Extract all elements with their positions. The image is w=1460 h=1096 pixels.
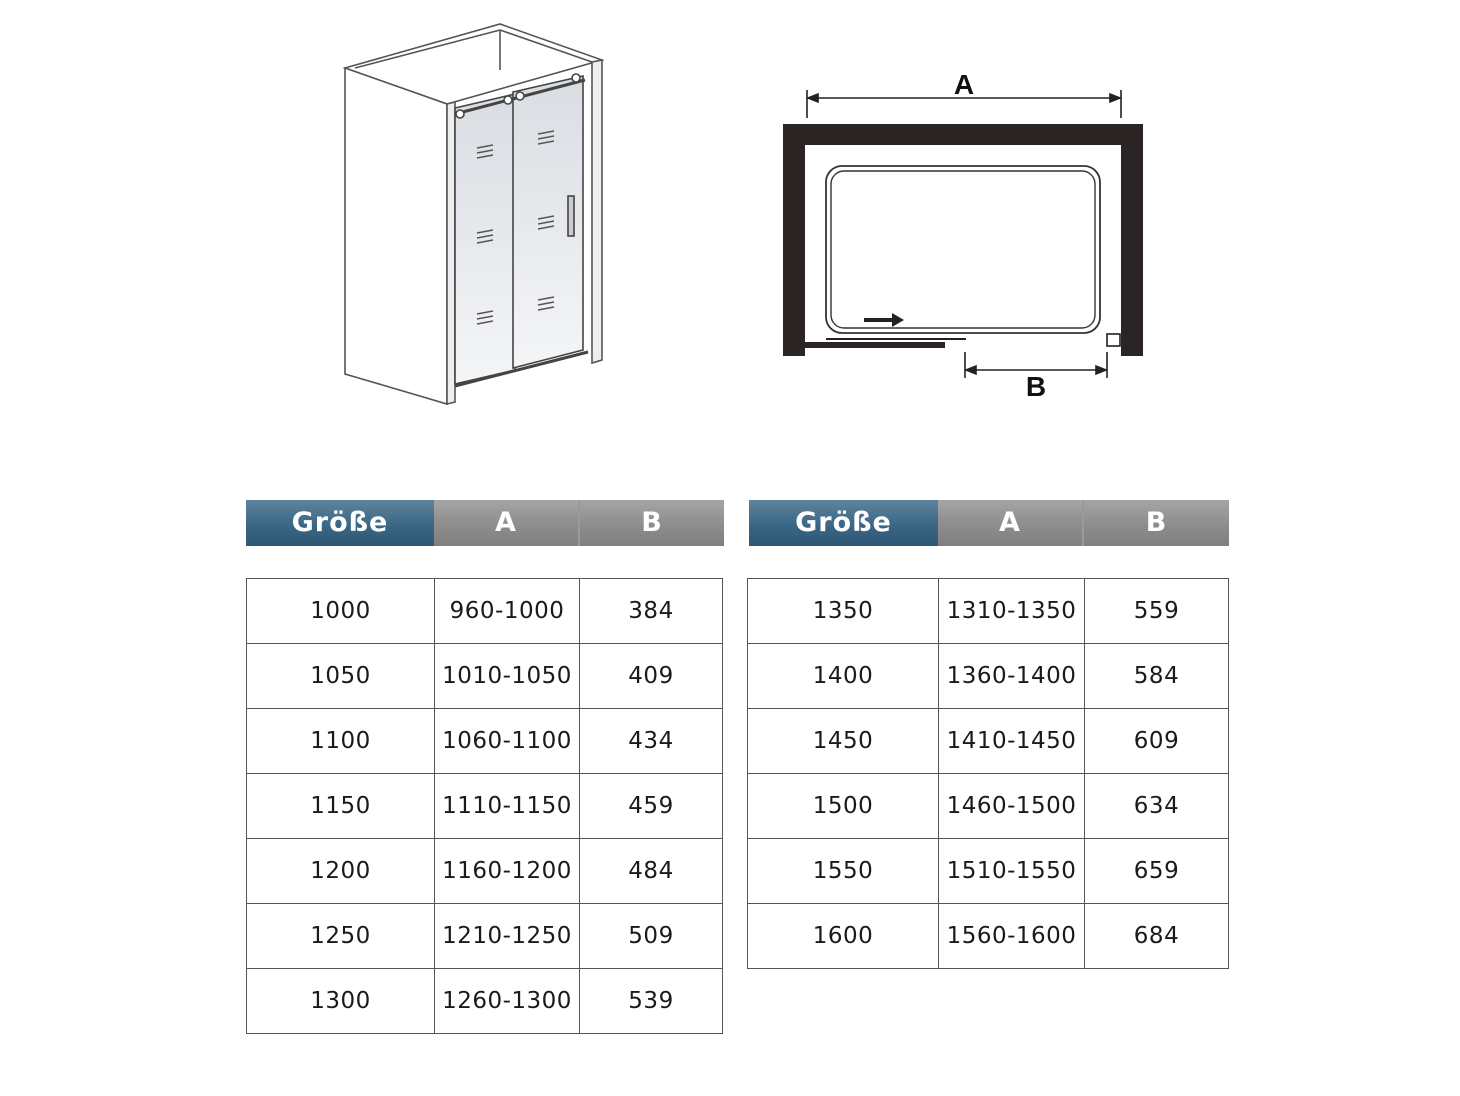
- cell-size: 1050: [247, 644, 435, 709]
- table-row: [247, 904, 723, 969]
- cell-b: 609: [1085, 709, 1229, 774]
- cell-a: 1510-1550: [939, 839, 1085, 904]
- header-a: A: [938, 500, 1084, 546]
- cell-a: 1410-1450: [939, 709, 1085, 774]
- cell-size: 1250: [247, 904, 435, 969]
- size-table-right-body: [748, 579, 1229, 969]
- cell-a: 1010-1050: [435, 644, 580, 709]
- cell-size: 1500: [748, 774, 939, 839]
- cell-b: 684: [1085, 904, 1229, 969]
- cell-b: 484: [580, 839, 723, 904]
- cell-b: 539: [580, 969, 723, 1034]
- cell-a: 1210-1250: [435, 904, 580, 969]
- cell-b: 434: [580, 709, 723, 774]
- cell-size: 1400: [748, 644, 939, 709]
- table-row: [748, 904, 1229, 969]
- table-row: [247, 644, 723, 709]
- table-row: [748, 709, 1229, 774]
- table-row: [247, 709, 723, 774]
- table-row: [748, 774, 1229, 839]
- plan-diagram: [760, 60, 1160, 400]
- cell-size: 1300: [247, 969, 435, 1034]
- table-row: [247, 839, 723, 904]
- header-b: B: [580, 500, 724, 546]
- cell-size: 1150: [247, 774, 435, 839]
- size-table-left-header: [246, 500, 724, 546]
- cell-b: 459: [580, 774, 723, 839]
- header-a: A: [434, 500, 580, 546]
- cell-size: 1100: [247, 709, 435, 774]
- cell-b: 634: [1085, 774, 1229, 839]
- door-glass-track: [805, 339, 966, 348]
- cell-a: 1260-1300: [435, 969, 580, 1034]
- size-table-right: [747, 578, 1229, 969]
- table-row: [247, 774, 723, 839]
- cell-b: 409: [580, 644, 723, 709]
- table-row: [247, 579, 723, 644]
- cell-a: 1560-1600: [939, 904, 1085, 969]
- table-row: [748, 644, 1229, 709]
- size-table-left: [246, 578, 723, 1034]
- cell-b: 509: [580, 904, 723, 969]
- cell-size: 1450: [748, 709, 939, 774]
- size-table-left-body: [247, 579, 723, 1034]
- cell-a: 1460-1500: [939, 774, 1085, 839]
- cell-size: 1200: [247, 839, 435, 904]
- dimension-b-label: B: [1025, 371, 1047, 400]
- dimension-a-label: A: [953, 69, 975, 100]
- cell-size: 1350: [748, 579, 939, 644]
- table-row: [748, 839, 1229, 904]
- shower-tray: [826, 166, 1100, 333]
- cell-b: 384: [580, 579, 723, 644]
- cell-a: 1310-1350: [939, 579, 1085, 644]
- door-stopper: [1107, 334, 1120, 346]
- header-b: B: [1084, 500, 1229, 546]
- cell-b: 584: [1085, 644, 1229, 709]
- cell-b: 659: [1085, 839, 1229, 904]
- cell-size: 1600: [748, 904, 939, 969]
- cell-b: 559: [1085, 579, 1229, 644]
- cell-a: 1110-1150: [435, 774, 580, 839]
- door-panels: [455, 74, 588, 386]
- table-row: [748, 579, 1229, 644]
- size-table-right-header: [749, 500, 1229, 546]
- cell-a: 1360-1400: [939, 644, 1085, 709]
- shower-door-illustration: [330, 14, 620, 414]
- header-size: Größe: [246, 500, 434, 546]
- cell-a: 960-1000: [435, 579, 580, 644]
- table-row: [247, 969, 723, 1034]
- header-size: Größe: [749, 500, 938, 546]
- cell-a: 1060-1100: [435, 709, 580, 774]
- cell-size: 1000: [247, 579, 435, 644]
- cell-a: 1160-1200: [435, 839, 580, 904]
- cell-size: 1550: [748, 839, 939, 904]
